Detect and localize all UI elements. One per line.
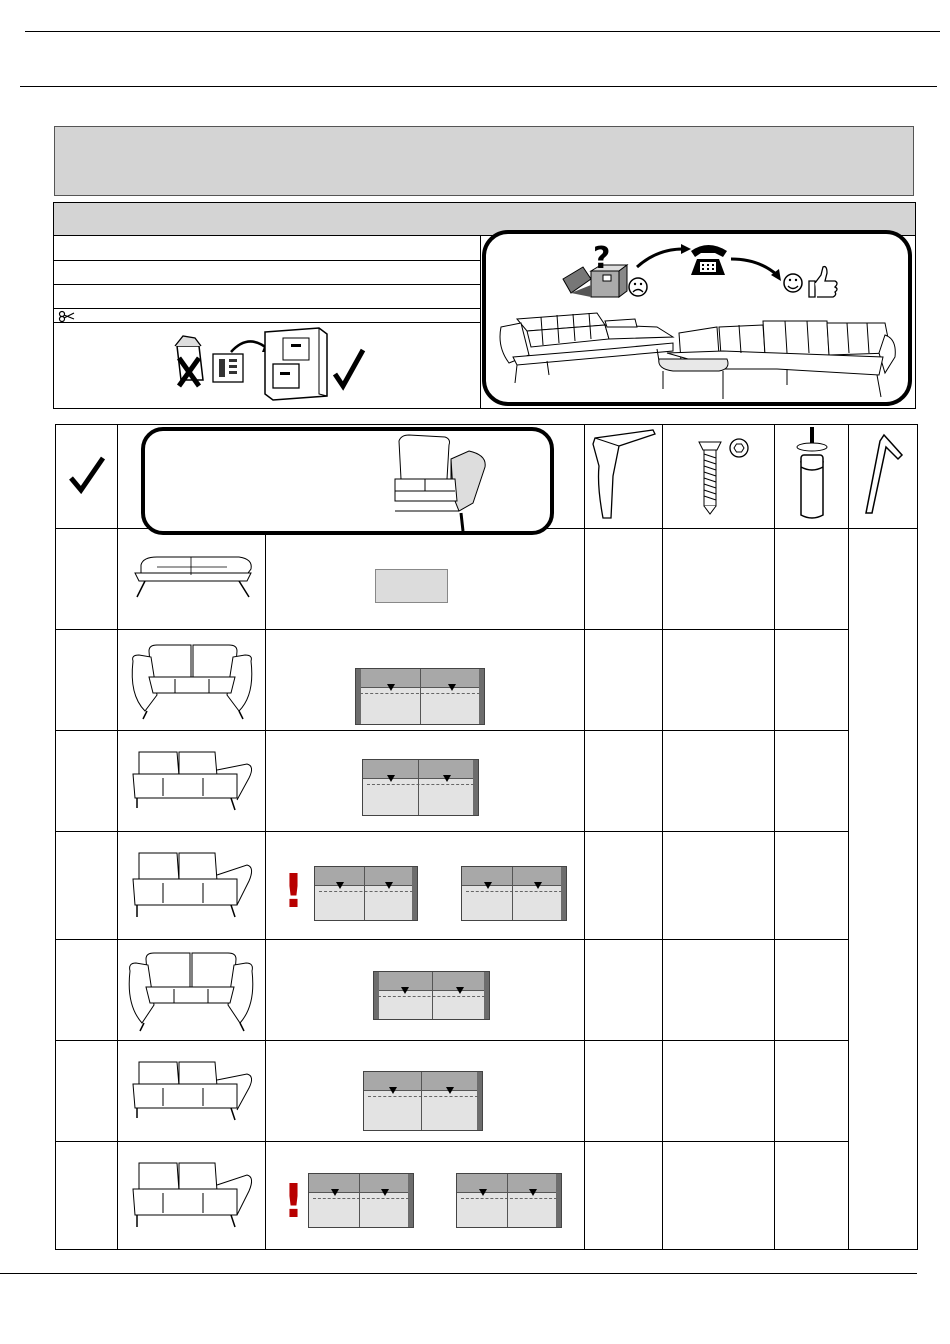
contact-panel [482,230,912,406]
checkmark-icon [335,350,363,386]
sofa-one-arm-icon [127,744,257,814]
seat-cushion-diagram-left [461,866,567,921]
contact-illustration [487,235,907,405]
telephone-icon [691,245,727,275]
allen-key-icon [858,429,908,519]
leg-qty-cell [585,529,663,630]
scissors-icon [58,310,76,322]
table-row [56,1041,918,1142]
check-cell[interactable] [56,832,118,940]
screw-qty-cell [663,731,775,832]
sofa-one-arm-icon [127,1054,257,1124]
corner-sofa-left [500,313,673,383]
info-row [54,261,480,285]
foot-qty-cell [775,1142,849,1250]
foot-post-icon [787,425,837,523]
screw-qty-cell [663,529,775,630]
cushion-diagram-cell [266,940,585,1041]
screw-and-washer-icon [679,426,759,522]
seat-cushion-diagram [375,569,448,603]
screw-qty-cell [663,832,775,940]
cushion-diagram-cell [266,630,585,731]
product-image-cell [118,832,266,940]
footer-rule [0,1273,917,1274]
sofa-one-arm-icon [127,845,257,921]
checkmark-icon [67,454,107,494]
booklet-icon [213,354,243,382]
seat-cushion-diagram-right [308,1173,414,1228]
table-row [56,1142,918,1250]
check-cell[interactable] [56,940,118,1041]
foot-qty-cell [775,630,849,731]
product-image-cell [118,940,266,1041]
check-cell[interactable] [56,529,118,630]
sofa-one-arm-icon [127,1155,257,1231]
table-row [56,832,918,940]
info-row [54,285,480,309]
warning-icon: ! [283,864,304,918]
seat-cushion-diagram [363,1071,483,1131]
info-row [54,309,480,323]
leg-icon [589,426,659,522]
foot-qty-cell [775,529,849,630]
info-row [54,236,480,261]
question-mark-icon: ? [593,241,611,276]
cushion-diagram-cell [266,731,585,832]
foot-qty-cell [775,832,849,940]
check-column-header [56,425,118,529]
sofa-two-arms-icon [127,635,257,721]
foot-qty-cell [775,1041,849,1142]
file-cabinet-icon [265,328,327,400]
leg-qty-cell [585,630,663,731]
ottoman-icon [127,547,257,607]
cushion-diagram-cell [266,529,585,630]
check-cell[interactable] [56,1142,118,1250]
product-image-cell [118,529,266,630]
product-image-cell [118,630,266,731]
foot-qty-cell [775,731,849,832]
parts-header-cell [118,425,585,529]
screw-qty-cell [663,940,775,1041]
discard-box-icon [175,336,203,386]
table-row [56,940,918,1041]
info-section [53,202,916,409]
leg-qty-cell [585,731,663,832]
part-detail-callout [141,427,554,535]
screw-qty-cell [663,630,775,731]
product-image-cell [118,1142,266,1250]
check-cell[interactable] [56,630,118,731]
keep-documents-illustration [169,324,369,404]
key-column-header [849,425,918,529]
cushion-diagram-cell [266,1142,585,1250]
info-rows [54,236,481,408]
sofa-armrest-detail-icon [389,431,499,531]
sofa-two-arms-icon [124,943,260,1033]
table-row [56,630,918,731]
warning-icon: ! [283,1174,304,1228]
cushion-diagram-cell [266,832,585,940]
header-bottom-rule [20,86,937,87]
seat-cushion-diagram-left [456,1173,562,1228]
seat-cushion-diagram-right [314,866,418,921]
table-row [56,731,918,832]
check-cell[interactable] [56,731,118,832]
thumbs-up-icon [809,267,837,297]
seat-cushion-diagram [362,759,479,816]
key-qty-cell [849,529,918,1250]
table-row [56,529,918,630]
foot-qty-cell [775,940,849,1041]
cushion-diagram-cell [266,1041,585,1142]
leg-qty-cell [585,1041,663,1142]
leg-column-header [585,425,663,529]
check-cell[interactable] [56,1041,118,1142]
sad-face-icon [629,278,647,296]
seat-cushion-diagram [355,668,485,725]
parts-table [55,424,918,1250]
table-header-row [56,425,918,529]
product-image-cell [118,1041,266,1142]
screw-qty-cell [663,1142,775,1250]
corner-sofa-right [659,321,896,399]
happy-face-icon [784,274,802,292]
screw-qty-cell [663,1041,775,1142]
seat-cushion-diagram [373,971,490,1020]
header-top-rule [25,31,940,32]
foot-column-header [775,425,849,529]
leg-qty-cell [585,1142,663,1250]
product-image-cell [118,731,266,832]
leg-qty-cell [585,940,663,1041]
leg-qty-cell [585,832,663,940]
intro-box [54,126,914,196]
screw-column-header [663,425,775,529]
